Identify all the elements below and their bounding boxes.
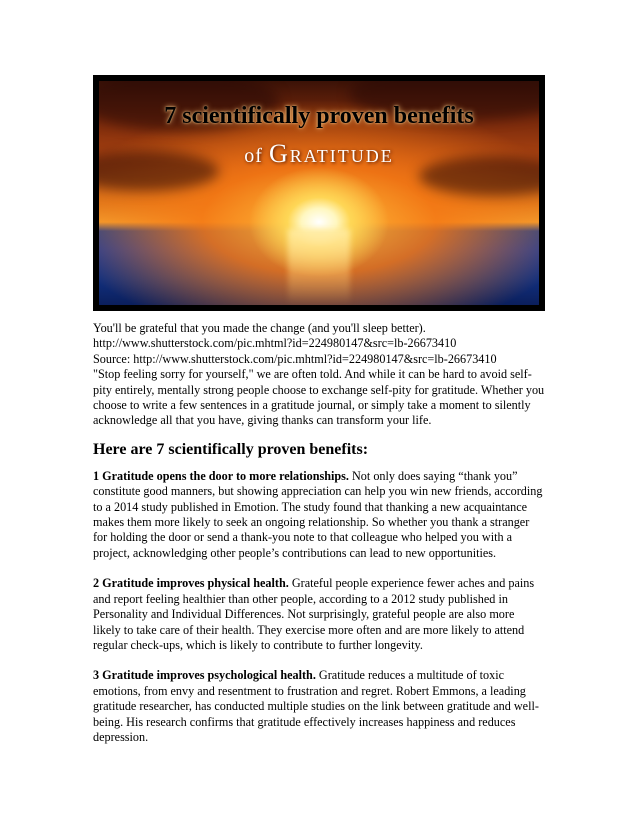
intro-url: http://www.shutterstock.com/pic.mhtml?id=224980147&src=lb-26673410 [93,336,457,351]
article-body [93,321,545,760]
benefit-body: Grateful people experience fewer aches and pains and report feeling healthier than other people, according to a 2012 study published in Personality and Individual Differences. Not surprisingly, grateful people are also more likely to take care of their health. They exercise more often and are more likely to attend regular check-ups, which is likely to contribute to further longevity. [93,576,535,652]
benefit-paragraph [93,469,545,561]
benefit-lead: 1 Gratitude opens the door to more relationships. [93,468,349,483]
intro-source: Source: http://www.shutterstock.com/pic.mhtml?id=224980147&src=lb-26673410 [93,351,497,366]
hero-subtitle-of: of [244,145,263,167]
sunset-over-ocean-image [99,81,539,305]
hero-subtitle-main: Gratitude [268,139,394,168]
hero-subtitle [99,139,539,169]
benefit-body: Gratitude reduces a multitude of toxic emotions, from envy and resentment to frustration and regret. Robert Emmons, a leading gratitude researcher, has conducted multiple studies on the link between gratitude and well-being. His research confirms that gratitude effectively increases happiness and reduces depression. [93,668,539,744]
sun-reflection [288,229,350,305]
benefit-lead: 3 Gratitude improves psychological health. [93,668,316,683]
section-heading: Here are 7 scientifically proven benefits: [93,440,369,458]
benefit-lead: 2 Gratitude improves physical health. [93,576,289,591]
intro-paragraph: "Stop feeling sorry for yourself," we are often told. And while it can be hard to avoid self-pity entirely, mentally strong people choose to exchange self-pity for gratitude. Whether you choose to write a few sentences in a gratitude journal, or simply take a moment to silently acknowledge all that you have, giving thanks can transform your life. [93,367,545,428]
benefit-paragraph [93,576,545,653]
benefit-paragraph [93,668,545,745]
benefit-body: Not only does saying “thank you” constitute good manners, but showing appreciation can help you win new friends, according to a 2014 study published in Emotion. The study found that thanking a new acquaintance makes them more likely to seek an ongoing relationship. So whether you thank a stranger for holding the door or send a thank-you note to that colleague who helped you with a project, acknowledging other people’s contributions can lead to new opportunities. [93,468,543,560]
intro-line: You'll be grateful that you made the change (and you'll sleep better). [93,321,426,335]
hero-title: 7 scientifically proven benefits [164,103,474,129]
hero-image [93,75,545,311]
